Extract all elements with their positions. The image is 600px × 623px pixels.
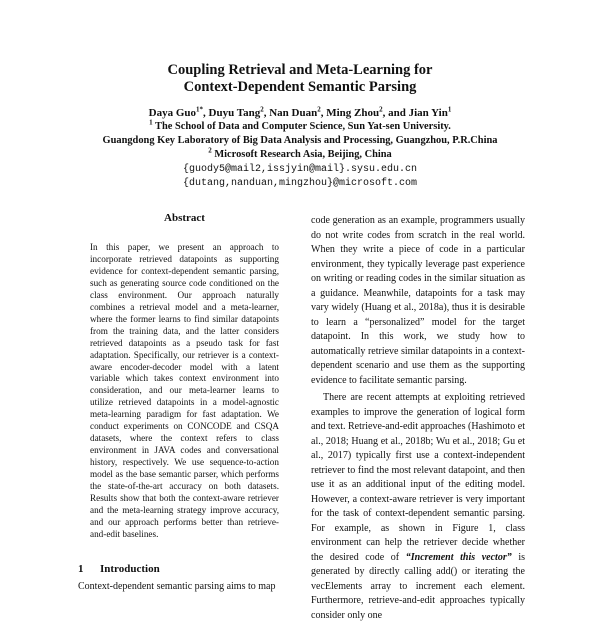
author-name: Jian Yin — [408, 107, 448, 119]
paper-title — [0, 62, 600, 96]
section-title: Introduction — [100, 563, 160, 575]
introduction-text: Context-dependent semantic parsing aims to map — [78, 581, 276, 592]
affiliation-2-text: Microsoft Research Asia, Beijing, China — [214, 149, 392, 160]
title-line-1: Coupling Retrieval and Meta-Learning for — [167, 62, 433, 78]
email-line-2: {dutang,nanduan,mingzhou}@microsoft.com — [182, 178, 418, 189]
author-list: Daya Guo$^{1*}$, Duyu Tang$^2$, Nan Duan$^2$, Ming Zhou$^2$, and Jian Yin$^1$ — [148, 105, 452, 119]
author-name: Ming Zhou — [326, 107, 380, 119]
abstract-heading: Abstract — [164, 212, 205, 224]
paragraph-text: There are recent attempts at exploiting retrieved examples to improve the generation of logical form and text. Retrieve-and-edit approaches (Hashimoto et al., 2018; Huang et al., 2018b; Wu et al., 2018; Gu et al., 2017) typically first use a context-independent retriever to find the most relevant datapoint, and then use it as an additional input of the editing model. However, a context-aware retriever is very important for the task of context-dependent semantic parsing. For example, as shown in Figure 1, class environment can help the retriever decide whether the desired code of — [311, 392, 525, 563]
emphasized-text: “Increment this vector” — [405, 551, 512, 563]
affiliation-2 — [0, 148, 600, 162]
introduction-heading — [78, 563, 160, 575]
left-column — [78, 212, 291, 541]
affiliation-1-text: The School of Data and Computer Science, Sun Yat-sen University. — [155, 121, 451, 132]
email-line-1: {guody5@mail2,issjyin@mail}.sysu.edu.cn — [182, 164, 418, 175]
affiliation-mark: 2 — [208, 146, 212, 155]
author-name: Duyu Tang — [208, 107, 261, 119]
author-affiliation-mark: 2 — [317, 105, 321, 114]
title-line-2: Context-Dependent Semantic Parsing — [183, 79, 417, 95]
affiliation-1 — [0, 120, 600, 134]
author-name: Daya Guo — [148, 107, 197, 119]
abstract-text: In this paper, we present an approach to incorporate retrieved datapoints as supporting evidence for context-dependent semantic parsing, such as generating source code conditioned on the class environment. Our approach naturally combines a retrieval model and a meta-learner, where the former learns to find similar datapoints from the training data, and the latter considers retrieved datapoints as a pseudo task for fast adaptation. Specifically, our retriever is a context-aware encoder-decoder model with a latent variable which takes context environment into consideration, and our meta-learner learns to utilize retrieved datapoints in a model-agnostic meta-learning paradigm for fast adaptation. We conduct experiments on CONCODE and CSQA datasets, where the context refers to class environment in JAVA codes and conversational history, respectively. We use sequence-to-action model as the base semantic parser, which performs the state-of-the-art accuracy on both datasets. Results show that both the context-aware retriever and the meta-learning strategy improve accuracy, and our approach performs better than retrieve-and-edit baselines. — [90, 242, 279, 539]
right-column — [311, 214, 525, 623]
author-affiliation-mark: 1 — [447, 105, 452, 114]
author-name: Nan Duan — [269, 107, 318, 119]
author-affiliation-mark: 1* — [196, 105, 204, 114]
paragraph-text: is generated by directly calling add() or iterating the vecElements array to increment each element. Furthermore, retrieve-and-edit approaches typically consider only one — [311, 551, 525, 621]
author-affiliation-mark: 2 — [260, 105, 264, 114]
author-affiliation-mark: 2 — [379, 105, 383, 114]
body-paragraph: code generation as an example, programmers usually do not write codes from scratch in the real world. When they write a piece of code in a particular environment, they typically leverage past experience on writing or reading codes in the similar situation as a guidance. Meanwhile, datapoints for a task may vary widely (Huang et al., 2018a), thus it is desirable to learn a “personalized” model for the target datapoint. In this work, we study how to automatically retrieve similar datapoints in a context-dependent scenario and use them as the supporting evidence to facilitate semantic parsing. — [311, 215, 525, 386]
body-paragraph — [311, 391, 525, 623]
affiliation-mark: 1 — [149, 118, 153, 127]
section-number: 1 — [78, 563, 84, 575]
affiliations — [0, 120, 600, 162]
affiliation-1-line-2: Guangdong Key Laboratory of Big Data Analysis and Processing, Guangzhou, P.R.China — [102, 135, 498, 146]
emails — [0, 163, 600, 191]
